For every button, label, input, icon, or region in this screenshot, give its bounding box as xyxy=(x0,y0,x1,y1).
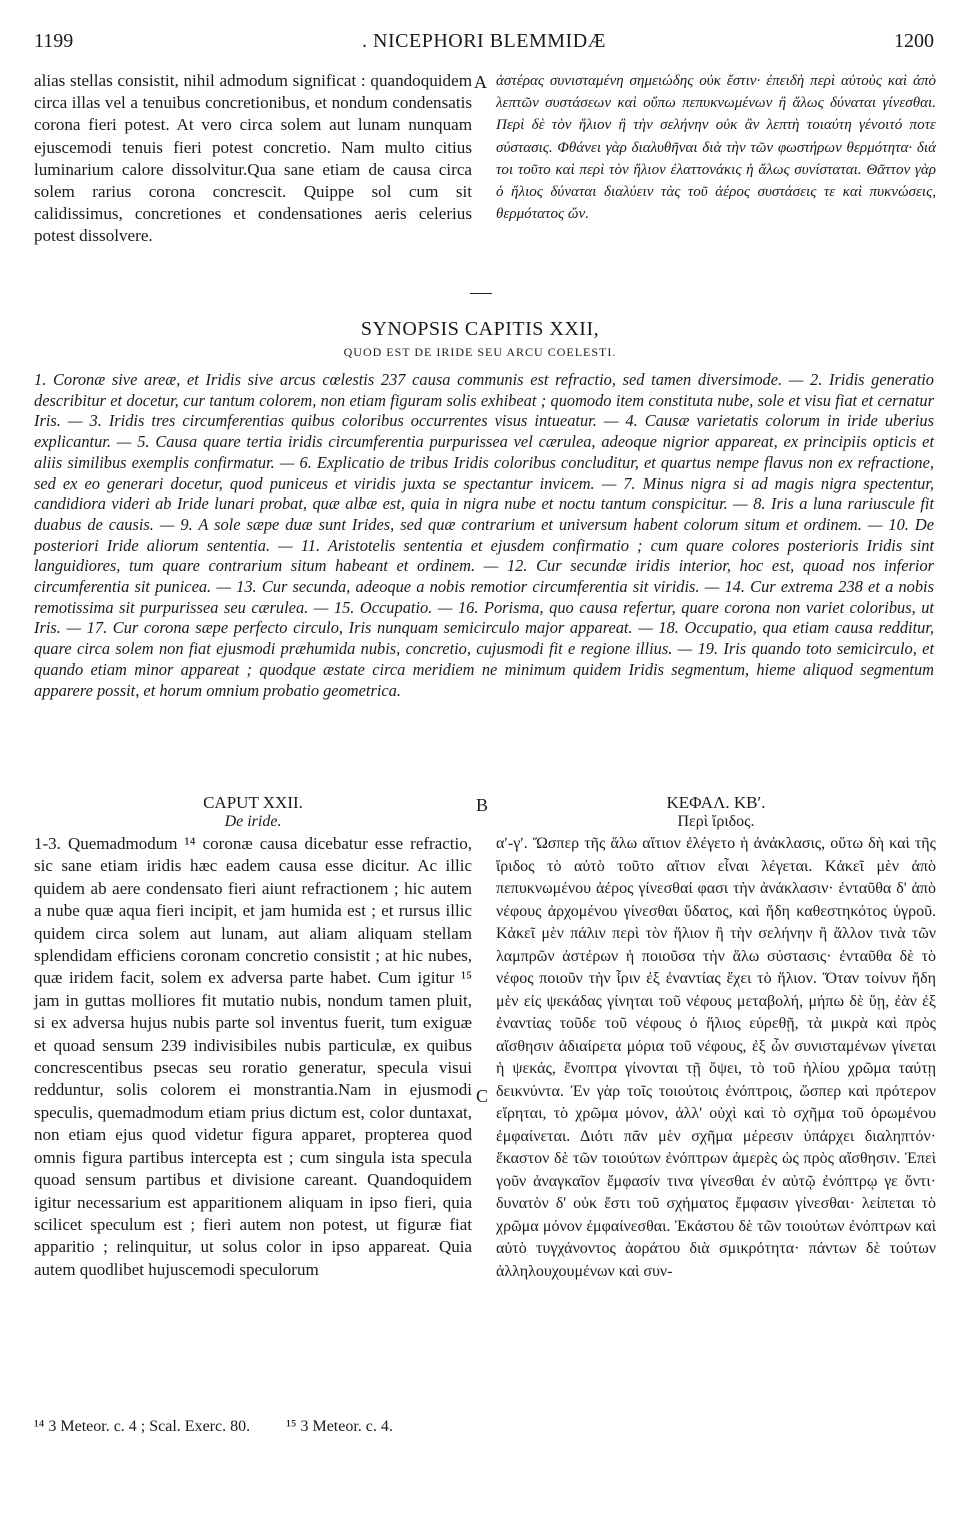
greek-continuation xyxy=(496,70,936,225)
synopsis-text: 1. Coronæ sive areæ, et Iridis sive arcus cœlestis 237 causa communis est refractio, sed tamen diversimode. — 2. Iridis generatio describitur et docetur, cur tantum colorem, non etiam figuram solis exhibeat ; quomodo item constituta nube, sole et visu fiat et cernatur Iris. — 3. Iridis tres circumferentias quibus coloribus occurrentes visus intueatur. — 4. Causæ varietatis colorum in iride uberius explicantur. — 5. Causa quare tertia iridis circumferentia purpurissea vel cærulea, adeoque nigrior appareat, ex principiis opticis et aliis similibus exemplis confirmatur. — 6. Explicatio de tribus Iridis coloribus concluditur, et quartus nempe flavus non ex refractione, sed ex eo generari docetur, quod puniceus et viridis juxta se spectantur invicem. — 7. Minus nigra si ad magis nigra spectentur, candidiora videri ab Iride lunari probat, quæ albæ est, quia in nigra nube et noctu tantum conspicitur. — 8. Iris a luna rariuscule fit duabus de causis. — 9. A sole sæpe duæ sunt Irides, sed quæ contrarium et universum habent colorum situm et ordinem. — 10. De posteriori Iride aliorum sententia. — 11. Aristotelis sententia et ejusdem confirmatio ; cum quare colores posterioris Iridis sint languidiores, tum quare contrarium situm habeant et ordinem. — 12. Cur secundæ iridis interior, hoc est, quoad nos inferior circumferentia sit punicea. — 13. Cur secunda, adeoque a nobis remotior circumferentia sit viridis. — 14. Cur extrema 238 et a nobis remotissima sit purpurissea seu cærulea. — 15. Occupatio. — 16. Porisma, quo causa refertur, quare corona non variet coloribus, ut Iris. — 17. Cur corona sæpe perfecto circulo, Iris nunquam semicirculo major appareat. — 18. Occupatio, qua etiam causa redditur, quare circa solem non fiat ejusmodi præhumida nubis, concretio, cujusmodi fit e regione illius. — 19. Iris quando toto semicirculo, et quando etiam minor appareat ; quodque æstate circa meridiem ne minimum quidem Iridis segmentum, hieme aliquod segmentum apparere possit, et horum omnium probatio geometrica. xyxy=(34,370,934,700)
margin-marker-b: B xyxy=(476,795,489,815)
page-number-left: 1199 xyxy=(34,30,74,52)
page-header xyxy=(34,30,934,60)
section-divider xyxy=(470,293,492,294)
latin-chapter-body xyxy=(34,833,472,1281)
greek-chapter-body xyxy=(496,833,936,1283)
footnotes xyxy=(34,1418,934,1436)
footnote-15: ¹⁵ 3 Meteor. c. 4. xyxy=(286,1418,393,1435)
margin-marker-a: A xyxy=(474,72,487,92)
latin-continuation xyxy=(34,70,472,248)
latin-chapter-title: CAPUT XXII. xyxy=(203,793,303,812)
latin-chapter-text: 1-3. Quemadmodum ¹⁴ coronæ causa dicebatur esse refractio, sic sane etiam iridis hæc eadem causa esse dicitur. Ac illic quidem ab aere condensato fieri aiunt refractionem ; hic autem a nube quæ aqua fieri incipit, et jam humida est ; et rursus illic quidem circa solem aut lunam, aut aliam aliquam stellam splendidam efficiens coronam concretio consistit ; at hic nubes, quæ iridem facit, solem ex adversa parte habet. Cum igitur ¹⁵ jam in guttas molliores fit mutatio nubis, nondum tamen pluit, si ex adversa hujus nubis parte sol inventus fuerit, tum exiguæ et quoad sensum 239 indivisibiles nubis particulæ, ex quibus concrescentibus psecas seu roratio generatur, specula visui redduntur, solis colorem ei monstrantia.Nam in ejusmodi speculis, quemadmodum etiam prius dictum est, color duntaxat, non etiam ejus quod videtur figura apparet, propterea quod omnis figura partibus intercepta est ; cum singula ista specula quoad sensum partibus et divisione careant. Quandoquidem igitur necessarium est apparitionem aliquam in ipso fieri, quia scilicet speculum est ; fieri autem non potest, ut figuræ fiat apparitio ; relinquitur, ut solus color in ipso appareat. Quia autem quodlibet hujuscemodi speculorum xyxy=(34,834,472,1279)
synopsis-title: SYNOPSIS CAPITIS XXII, xyxy=(360,318,600,340)
latin-continuation-text: alias stellas consistit, nihil admodum significat : quandoquidem circa illas vel a tenuibus concretionibus, et nondum condensatis corona fieri potest. At vero circa solem aut lunam nunquam ejuscemodi tenuis fieri potest concretio. Nam multo citius luminarium calore dissolvitur.Qua sane etiam de causa circa solem rarius corona concrescit. Quippe sol cum sit calidissimus, concretiones et condensationes aeris celerius potest dissolvere. xyxy=(34,71,472,246)
margin-marker-c: C xyxy=(476,1086,489,1106)
footnote-14: ¹⁴ 3 Meteor. c. 4 ; Scal. Exerc. 80. xyxy=(34,1418,251,1435)
greek-chapter-title: ΚΕΦΑΛ. ΚΒʹ. xyxy=(666,793,766,812)
greek-continuation-text: ἀστέρας συνισταμένη σημειώδης οὐκ ἔστιν· ἐπειδὴ περὶ αὐτοὺς καὶ ἀπὸ λεπτῶν συστάσεων καὶ οὔπω πεπυκνωμένων ἢ ἄλως δύναται γίνεσθαι. Περὶ δὲ τὸν ἥλιον ἢ τὴν σελήνην οὐκ ἂν λεπτὴ τοιαύτη γένοιτό ποτε σύστασις. Φθάνει γὰρ διαλυθῆναι διὰ τὴν τῶν φωστήρων θερμότητα· διά τοι τοῦτο καὶ περὶ τὸν ἥλιον ἐλαττονάκις ἡ ἄλως συνίσταται. Θᾶττον γὰρ ὁ ἥλιος δύναται διαλύειν τὰς τοῦ ἀέρος συστάσεις τε καὶ πυκνώσεις, θερμότατος ὤν. xyxy=(496,73,936,223)
greek-chapter-subtitle: Περὶ ἴριδος. xyxy=(677,813,755,830)
latin-chapter-subtitle: De iride. xyxy=(224,813,282,830)
running-title: . NICEPHORI BLEMMIDÆ xyxy=(362,30,606,52)
page-number-right: 1200 xyxy=(894,30,934,52)
synopsis-subtitle: QUOD EST DE IRIDE SEU ARCU COELESTI. xyxy=(343,345,617,359)
greek-chapter-text: αʹ-γʹ. Ὥσπερ τῆς ἅλω αἴτιον ἐλέγετο ἡ ἀνάκλασις, οὕτω δὴ καὶ τῆς ἴριδος τὸ αὐτὸ τοῦτο αἴτιον εἶναι λέγεται. Κἀκεῖ μὲν ἀπὸ πεπυκνωμένου ἀέρος γίνεσθαί φασι τὴν ἀνάκλασιν· ἐνταῦθα δ' ἀπὸ νέφους ἀρχομένου γίνεσθαι ὕδατος, καὶ ἤδη καθεστηκότος ὑγροῦ. Κἀκεῖ μὲν πάλιν περὶ τὸν ἥλιον ἢ τὴν σελήνην ἢ ἄλλον τινὰ τῶν λαμπρῶν ἀστέρων ἡ ποιοῦσα τὴν ἅλω σύστασις· ἐνταῦθα δὲ τὸ νέφος ποιοῦν τὴν ἶριν ἐξ ἐναντίας ἔχει τὸ ἥλιον. Ὅταν τοίνυν ἤδη μὲν εἰς ψεκάδας γίνηται τοῦ νέφους μεταβολή, μήπω δὲ ὕῃ, ἐὰν ἐξ ἐναντίας τοῦδε τοῦ νέφους ὁ ἥλιος εὑρεθῇ, τὰ μικρὰ καὶ πρὸς αἴσθησιν ἀδιαίρετα μόρια τοῦ νέφους, ἐξ ὧν συνισταμένων γίνεται ἡ ψεκάς, ἔνοπτρα γίνονται τῇ ὄψει, τὸ τοῦ ἡλίου χρῶμα ταύτῃ δεικνύντα. Ἐν γὰρ τοῖς τοιούτοις ἐνόπτροις, ὥσπερ καὶ πρότερον εἴρηται, τὸ χρῶμα μόνον, ἀλλ' οὐχὶ καὶ τὸ σχῆμα τοῦ ὁρωμένου ἐμφαίνεται. Διότι πᾶν μὲν σχῆμα μέρεσιν ὑπάρχει διαληπτόν· ἕκαστον δὲ τῶν τοιούτων ἐνόπτρων ἀμερὲς ὡς πρὸς αἴσθησιν. Ἐπεὶ γοῦν ἀναγκαῖον ἔμφασίν τινα γίνεσθαι ἐν αὐτῷ ἐνόπτρῳ γε ὄντι· δυνατὸν δ' οὐκ ἔστι τοῦ σχήματος ἔμφασιν γίνεσθαι· λείπεται τὸ χρῶμα μόνον ἐμφαίνεσθαι. Ἐκάστου δὲ τῶν τοιούτων ἐνόπτρων καὶ αὐτὸ τυγχάνοντος ἀοράτου διὰ σμικρότητα· πάντων δὲ τούτων ἀλληλουχουμένων καὶ συν- xyxy=(496,835,936,1280)
